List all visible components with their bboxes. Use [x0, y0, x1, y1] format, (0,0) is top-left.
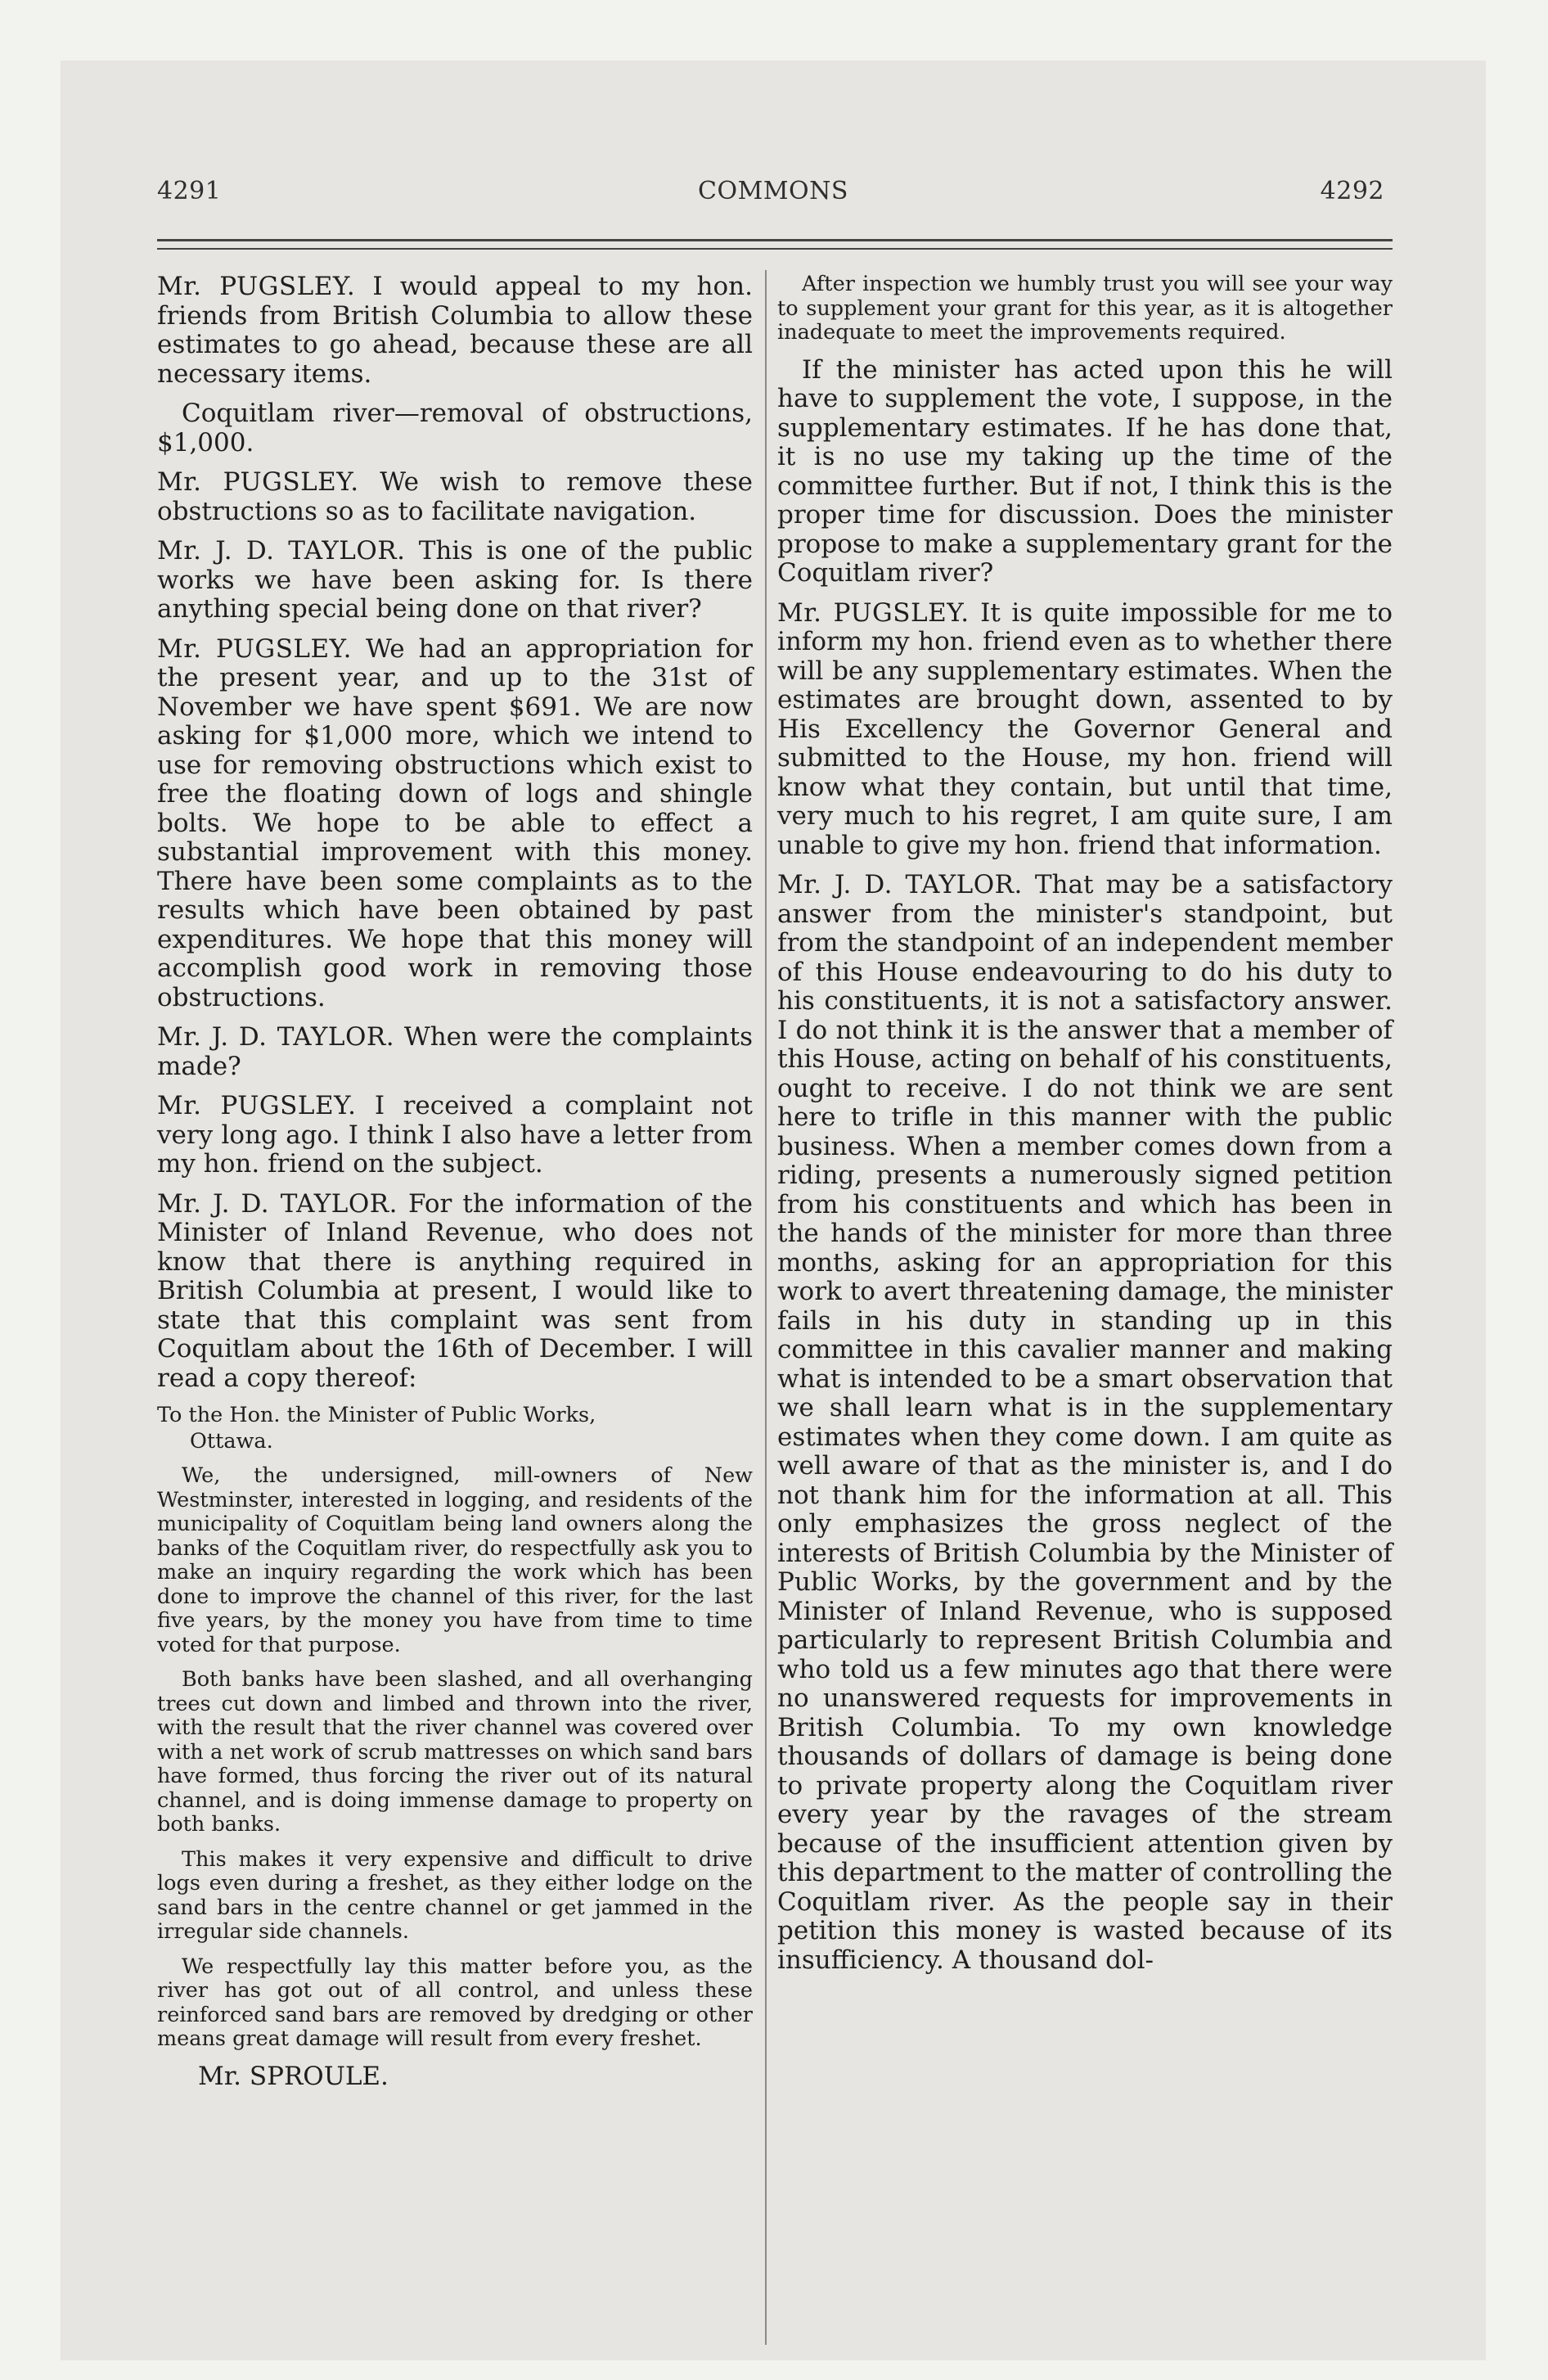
speaker-name: Mr. PUGSLEY. — [157, 467, 359, 497]
estimate-item: Coquitlam river—removal of obstructions, $1,000. — [157, 399, 753, 458]
paragraph: Mr. PUGSLEY. I would appeal to my hon. friends from British Columbia to allow these estimates to go ahead, because these are all necessary items. — [157, 272, 754, 389]
speaker-name: Mr. J. D. TAYLOR. — [157, 536, 406, 566]
right-column — [777, 273, 1393, 1986]
speaker-name: Mr. PUGSLEY. — [157, 1091, 357, 1120]
column-divider — [765, 270, 767, 2345]
speaker-name: Mr. J. D. TAYLOR. — [777, 870, 1023, 899]
paragraph: Mr. J. D. TAYLOR. That may be a satisfactory answer from the minister's standpoint, but from the standpoint of an independent member of this House endeavouring to do his duty to his constituents, it is not a satisfactory answer. I do not think it is the answer that a member of this House, acting on behalf of his constituents, ought to receive. I do not think we are sent here to trifle in this manner with the public business. When a member comes down from a riding, presents a numerously signed petition from his constituents and which has been in the hands of the minister for more than three months, asking for an appropriation for this work to avert threatening damage, the minister fails in his duty in standing up in this committee in this cavalier manner and making what is intended to be a smart observation that we shall learn what is in the supplementary estimates when they come down. I am quite as well aware of that as the minister is, and I do not thank him for the information at all. This only emphasizes the gross neglect of the interests of British Columbia by the Minister of Public Works, by the government and by the Minister of Inland Revenue, who is supposed particularly to represent British Columbia and who told us a few minutes ago that there were no unanswered requests for improvements in British Columbia. To my own knowledge thousands of dollars of damage is being done to private property along the Coquitlam river every year by the ravages of the stream because of the insufficient attention given by this department to the matter of controlling the Coquitlam river. As the people say in their petition this money is wasted because of its insufficiency. A thousand dol- — [777, 870, 1393, 1975]
paragraph: Mr. PUGSLEY. We had an appropriation for the present year, and up to the 31st of November we have spent $691. We are now asking for $1,000 more, which we intend to use for removing obstructions which exist to free the floating down of logs and shingle bolts. We hope to be able to effect a substantial improvement with this money. There have been some complaints as to the results which have been obtained by past expenditures. We hope that this money will accomplish good work in removing those obstructions. — [157, 633, 753, 1012]
paragraph: Mr. J. D. TAYLOR. When were the complaints made? — [157, 1022, 753, 1081]
header-rule-bottom — [157, 248, 1393, 250]
page-number-left: 4291 — [157, 177, 222, 205]
left-column — [157, 273, 753, 2102]
paragraph: If the minister has acted upon this he will have to supplement the vote, I suppose, in the supplementary estimates. If he has done that, it is no use my taking up the time of the committee further. But if not, I think this is the proper time for discussion. Does the minister propose to make a supplementary grant for the Coquitlam river? — [777, 354, 1393, 588]
header-rule-top — [157, 239, 1393, 241]
paragraph: Mr. PUGSLEY. I received a complaint not very long ago. I think I also have a letter from my hon. friend on the subject. — [157, 1091, 753, 1179]
page-number-right: 4292 — [1320, 177, 1384, 205]
letter-address-city: Ottawa. — [190, 1428, 273, 1454]
paragraph: Mr. PUGSLEY. It is quite impossible for me to inform my hon. friend even as to whether there will be any supplementary estimates. When the estimates are brought down, assented to by His Excellency the Governor General and submitted to the House, my hon. friend will know what they contain, but until that time, very much to his regret, I am quite sure, I am unable to give my hon. friend that information. — [777, 597, 1393, 860]
page-header-title: COMMONS — [698, 177, 848, 205]
speaker-name: Mr. PUGSLEY. — [157, 633, 352, 664]
speaker-name: Mr. J. D. TAYLOR. — [157, 1188, 398, 1219]
letter-address: To the Hon. the Minister of Public Works, — [157, 1403, 596, 1427]
speaker-name: Mr. SPROULE. — [198, 2061, 389, 2091]
letter-paragraph: This makes it very expensive and difficult to drive logs even during a freshet, as they either lodge on the sand bars in the centre channel or get jammed in the irregular side channels. — [157, 1846, 753, 1944]
paragraph: Mr. J. D. TAYLOR. For the information of the Minister of Inland Revenue, who does not know that there is anything required in British Columbia at present, I would like to state that this complaint was sent from Coquitlam about the 16th of December. I will read a copy thereof: — [157, 1188, 753, 1393]
letter-paragraph: We respectfully lay this matter before you, as the river has got out of all control, and unless these reinforced sand bars are removed by dredging or other means great damage will result from every freshet. — [157, 1954, 753, 2051]
letter-paragraph: Both banks have been slashed, and all overhanging trees cut down and limbed and thrown into the river, with the result that the river channel was covered over with a net work of scrub mattresses on which sand bars have formed, thus forcing the river out of its natural channel, and is doing immense damage to property on both banks. — [157, 1667, 753, 1837]
letter-paragraph: We, the undersigned, mill-owners of New Westminster, interested in logging, and residents of the municipality of Coquitlam being land owners along the banks of the Coquitlam river, do respectfully ask you to make an inquiry regarding the work which has been done to improve the channel of this river, for the last five years, by the money you have from time to time voted for that purpose. — [157, 1463, 753, 1657]
speaker-name: Mr. J. D. TAYLOR. — [157, 1022, 395, 1052]
letter-paragraph: After inspection we humbly trust you will see your way to supplement your grant for this year, as it is altogether inadequate to meet the improvements required. — [777, 272, 1393, 345]
speaker-name: Mr. PUGSLEY. — [157, 272, 356, 301]
paragraph: Mr. J. D. TAYLOR. This is one of the public works we have been asking for. Is there anything special being done on that river? — [157, 536, 753, 624]
speaker-name: Mr. PUGSLEY. — [777, 597, 970, 628]
paragraph: Mr. PUGSLEY. We wish to remove these obstructions so as to facilitate navigation. — [157, 467, 754, 526]
